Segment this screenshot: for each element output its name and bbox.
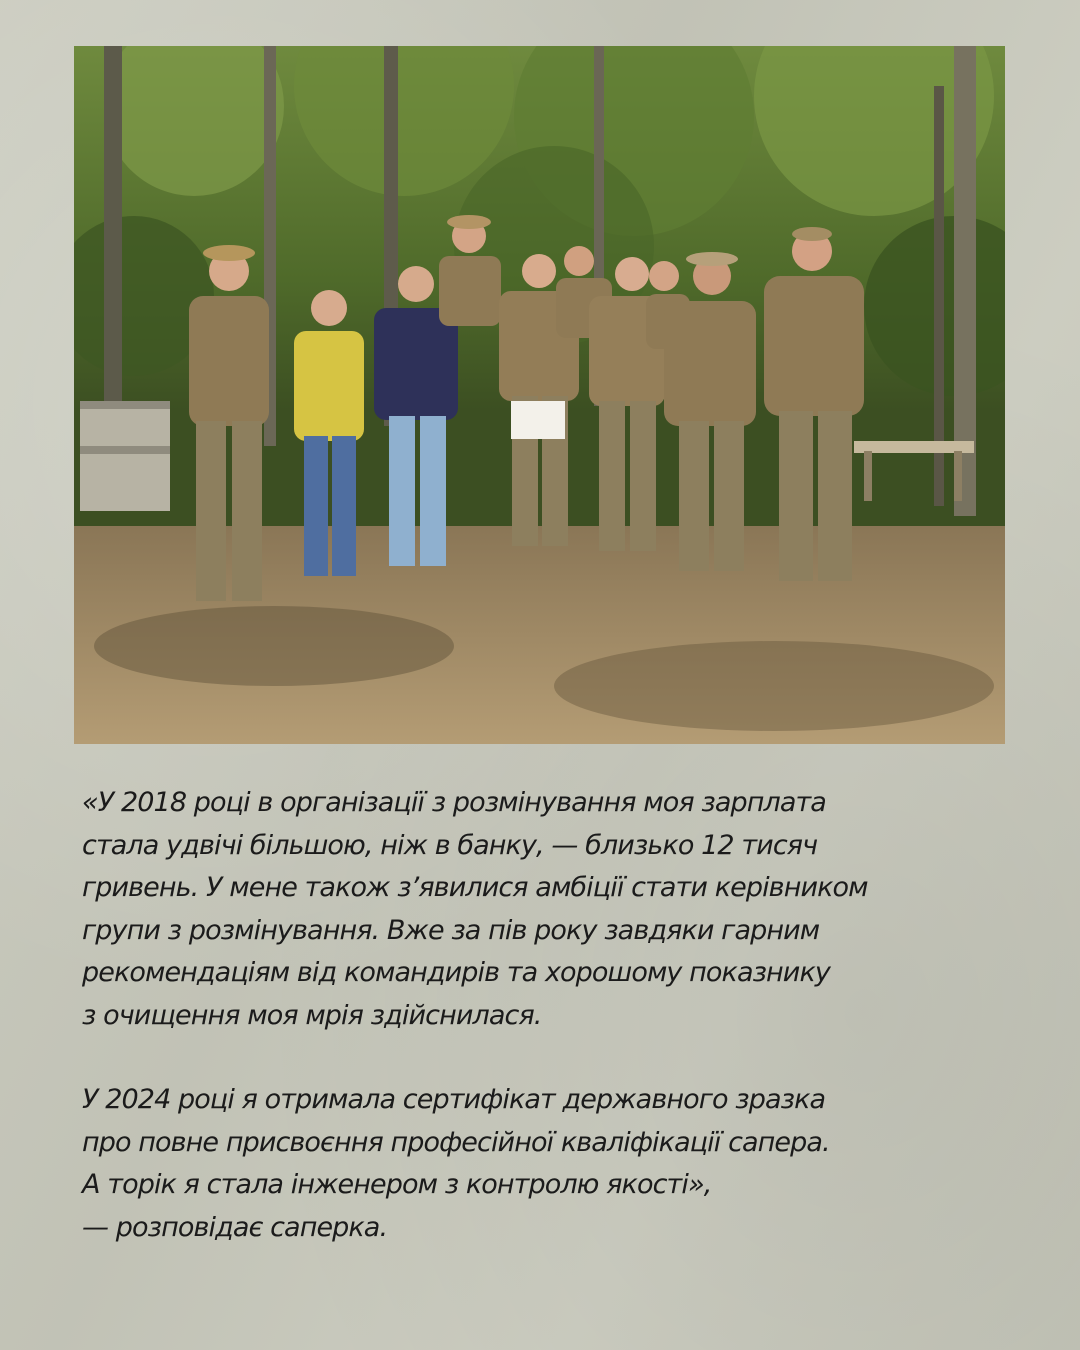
quote-line: «У 2018 році в організації з розмінування моя зарплата [82, 787, 826, 818]
quote-line: У 2024 році я отримала сертифікат державного зразка [82, 1084, 826, 1115]
quote-line: А торік я стала інженером з контролю якості», [82, 1169, 712, 1200]
quote-line: стала удвічі більшою, ніж в банку, — близько 12 тисяч [82, 829, 818, 861]
quote-paragraph-2 [82, 1079, 1012, 1249]
quote-paragraph-1 [82, 782, 1012, 1037]
quote-line: про повне присвоєння професійної кваліфікації сапера. [82, 1126, 830, 1158]
quote-line: гривень. У мене також з’явилися амбіції стати керівником [82, 872, 868, 903]
group-photo [74, 46, 1005, 744]
quote-line: з очищення моя мрія здійснилася. [82, 999, 542, 1031]
group-photo-illustration [74, 46, 1005, 744]
quote-block [82, 782, 1012, 1249]
paragraph-spacer [82, 1037, 1012, 1079]
quote-line: групи з розмінування. Вже за пів року завдяки гарним [82, 914, 820, 946]
quote-attribution: — розповідає саперка. [82, 1211, 388, 1243]
quote-line: рекомендаціям від командирів та хорошому показнику [82, 957, 830, 988]
